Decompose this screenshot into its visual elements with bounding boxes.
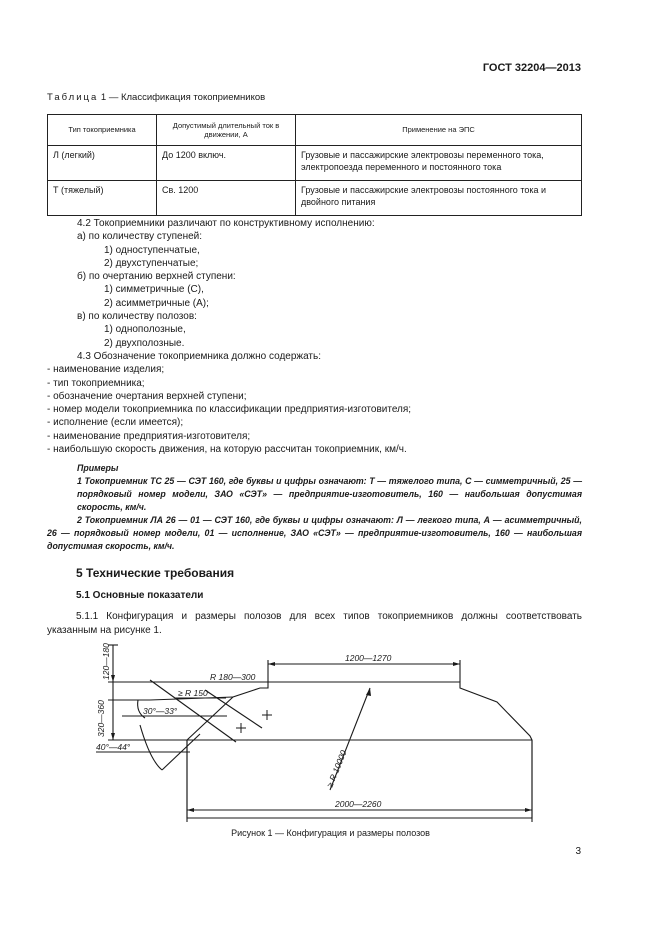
table-cell: Л (легкий) bbox=[48, 146, 157, 181]
examples-title: Примеры bbox=[77, 463, 119, 473]
dim-text-angle2: 40°—44° bbox=[96, 742, 131, 752]
table-cell: Грузовые и пассажирские электровозы переменного тока, электропоезда переменного и постоянного тока bbox=[296, 146, 582, 181]
subsection-title: 5.1 Основные показатели bbox=[76, 590, 204, 601]
list-item: а) по количеству ступеней: bbox=[77, 231, 203, 243]
page-number: 3 bbox=[575, 846, 581, 857]
dim-text-v1: 120—180 bbox=[101, 643, 111, 680]
table-row bbox=[48, 181, 582, 216]
list-item: б) по очертанию верхней ступени: bbox=[77, 271, 236, 283]
table-cell: Т (тяжелый) bbox=[48, 181, 157, 216]
example-1 bbox=[47, 475, 582, 514]
table-cell: Грузовые и пассажирские электровозы постоянного тока и двойного питания bbox=[296, 181, 582, 216]
list-item: 1) симметричные (С), bbox=[104, 284, 204, 296]
dim-text-angle1: 30°—33° bbox=[143, 706, 178, 716]
list-item: 2) двухступенчатые; bbox=[104, 257, 199, 269]
standard-header: ГОСТ 32204—2013 bbox=[482, 62, 581, 74]
list-item: - наибольшую скорость движения, на которую рассчитан токоприемник, км/ч. bbox=[47, 444, 407, 456]
list-item: - исполнение (если имеется); bbox=[47, 417, 184, 429]
table-caption-word: Таблица bbox=[47, 92, 99, 103]
table-header-cell: Допустимый длительный ток в движении, А bbox=[157, 115, 296, 146]
section-title: 5 Технические требования bbox=[76, 566, 235, 580]
list-item: - обозначение очертания верхней ступени; bbox=[47, 390, 247, 402]
list-item: 1) однополозные, bbox=[104, 324, 186, 336]
dim-text-bottom: 2000—2260 bbox=[335, 799, 382, 809]
list-item: - номер модели токоприемника по классификации предприятия-изготовителя; bbox=[47, 404, 412, 416]
list-item: 2) асимметричные (А); bbox=[104, 297, 209, 309]
list-item: - наименование изделия; bbox=[47, 364, 165, 376]
figure-caption: Рисунок 1 — Конфигурация и размеры полозов bbox=[231, 828, 430, 838]
list-item: в) по количеству полозов: bbox=[77, 311, 197, 323]
table-header-row bbox=[48, 115, 582, 146]
dim-text-radius: R 180—300 bbox=[210, 672, 256, 682]
table-caption-rest: 1 — Классификация токоприемников bbox=[100, 92, 266, 103]
example-1-text: 1 Токоприемник ТС 25 — СЭТ 160, где буквы и цифры означают: Т — тяжелого типа, С — симметричный, 25 — порядковый номер модели, ЗАО «СЭТ» — предприятие-изготовитель, 160 — наибольшая допустимая скорость, км/ч. bbox=[77, 476, 582, 512]
skid-figure bbox=[0, 640, 661, 835]
body-text bbox=[47, 217, 582, 456]
paragraph: 4.2 Токоприемники различают по конструктивному исполнению: bbox=[77, 218, 375, 229]
table-cell: Св. 1200 bbox=[157, 181, 296, 216]
dim-text-top: 1200—1270 bbox=[345, 653, 392, 663]
table-header-cell: Тип токоприемника bbox=[48, 115, 157, 146]
dim-text-r150: ≥ R 150 bbox=[178, 688, 208, 698]
paragraph: 4.3 Обозначение токоприемника должно содержать: bbox=[77, 350, 321, 362]
classification-table bbox=[47, 114, 582, 216]
dim-text-r10000: ≥ R 10000 bbox=[324, 748, 349, 789]
list-item: 2) двухполозные. bbox=[104, 337, 185, 349]
skid-profile bbox=[187, 682, 532, 818]
table-row bbox=[48, 146, 582, 181]
list-item: 1) одноступенчатые, bbox=[104, 244, 200, 256]
angle-arc-2 bbox=[140, 725, 162, 770]
examples-block bbox=[47, 462, 582, 553]
table-cell: До 1200 включ. bbox=[157, 146, 296, 181]
radius-leader-1 bbox=[205, 690, 262, 728]
list-item: - тип токоприемника; bbox=[47, 377, 145, 389]
paragraph-5-1-1: 5.1.1 Конфигурация и размеры полозов для всех типов токоприемников должны соответствовать указанным на рисунке 1. bbox=[47, 611, 582, 636]
list-item: - наименование предприятия-изготовителя; bbox=[47, 430, 251, 442]
example-2 bbox=[47, 514, 582, 553]
table-header-cell: Применение на ЭПС bbox=[296, 115, 582, 146]
dim-text-v2: 320—360 bbox=[96, 700, 106, 737]
table-caption bbox=[47, 92, 265, 103]
example-2-text: 2 Токоприемник ЛА 26 — 01 — СЭТ 160, где буквы и цифры означают: Л — легкого типа, А — асимметричный, 26 — порядковый номер модели, 01 — исполнение, ЗАО «СЭТ» — предприятие-изготовитель, 160 — наибольшая допустимая скорость, км/ч. bbox=[47, 515, 582, 551]
